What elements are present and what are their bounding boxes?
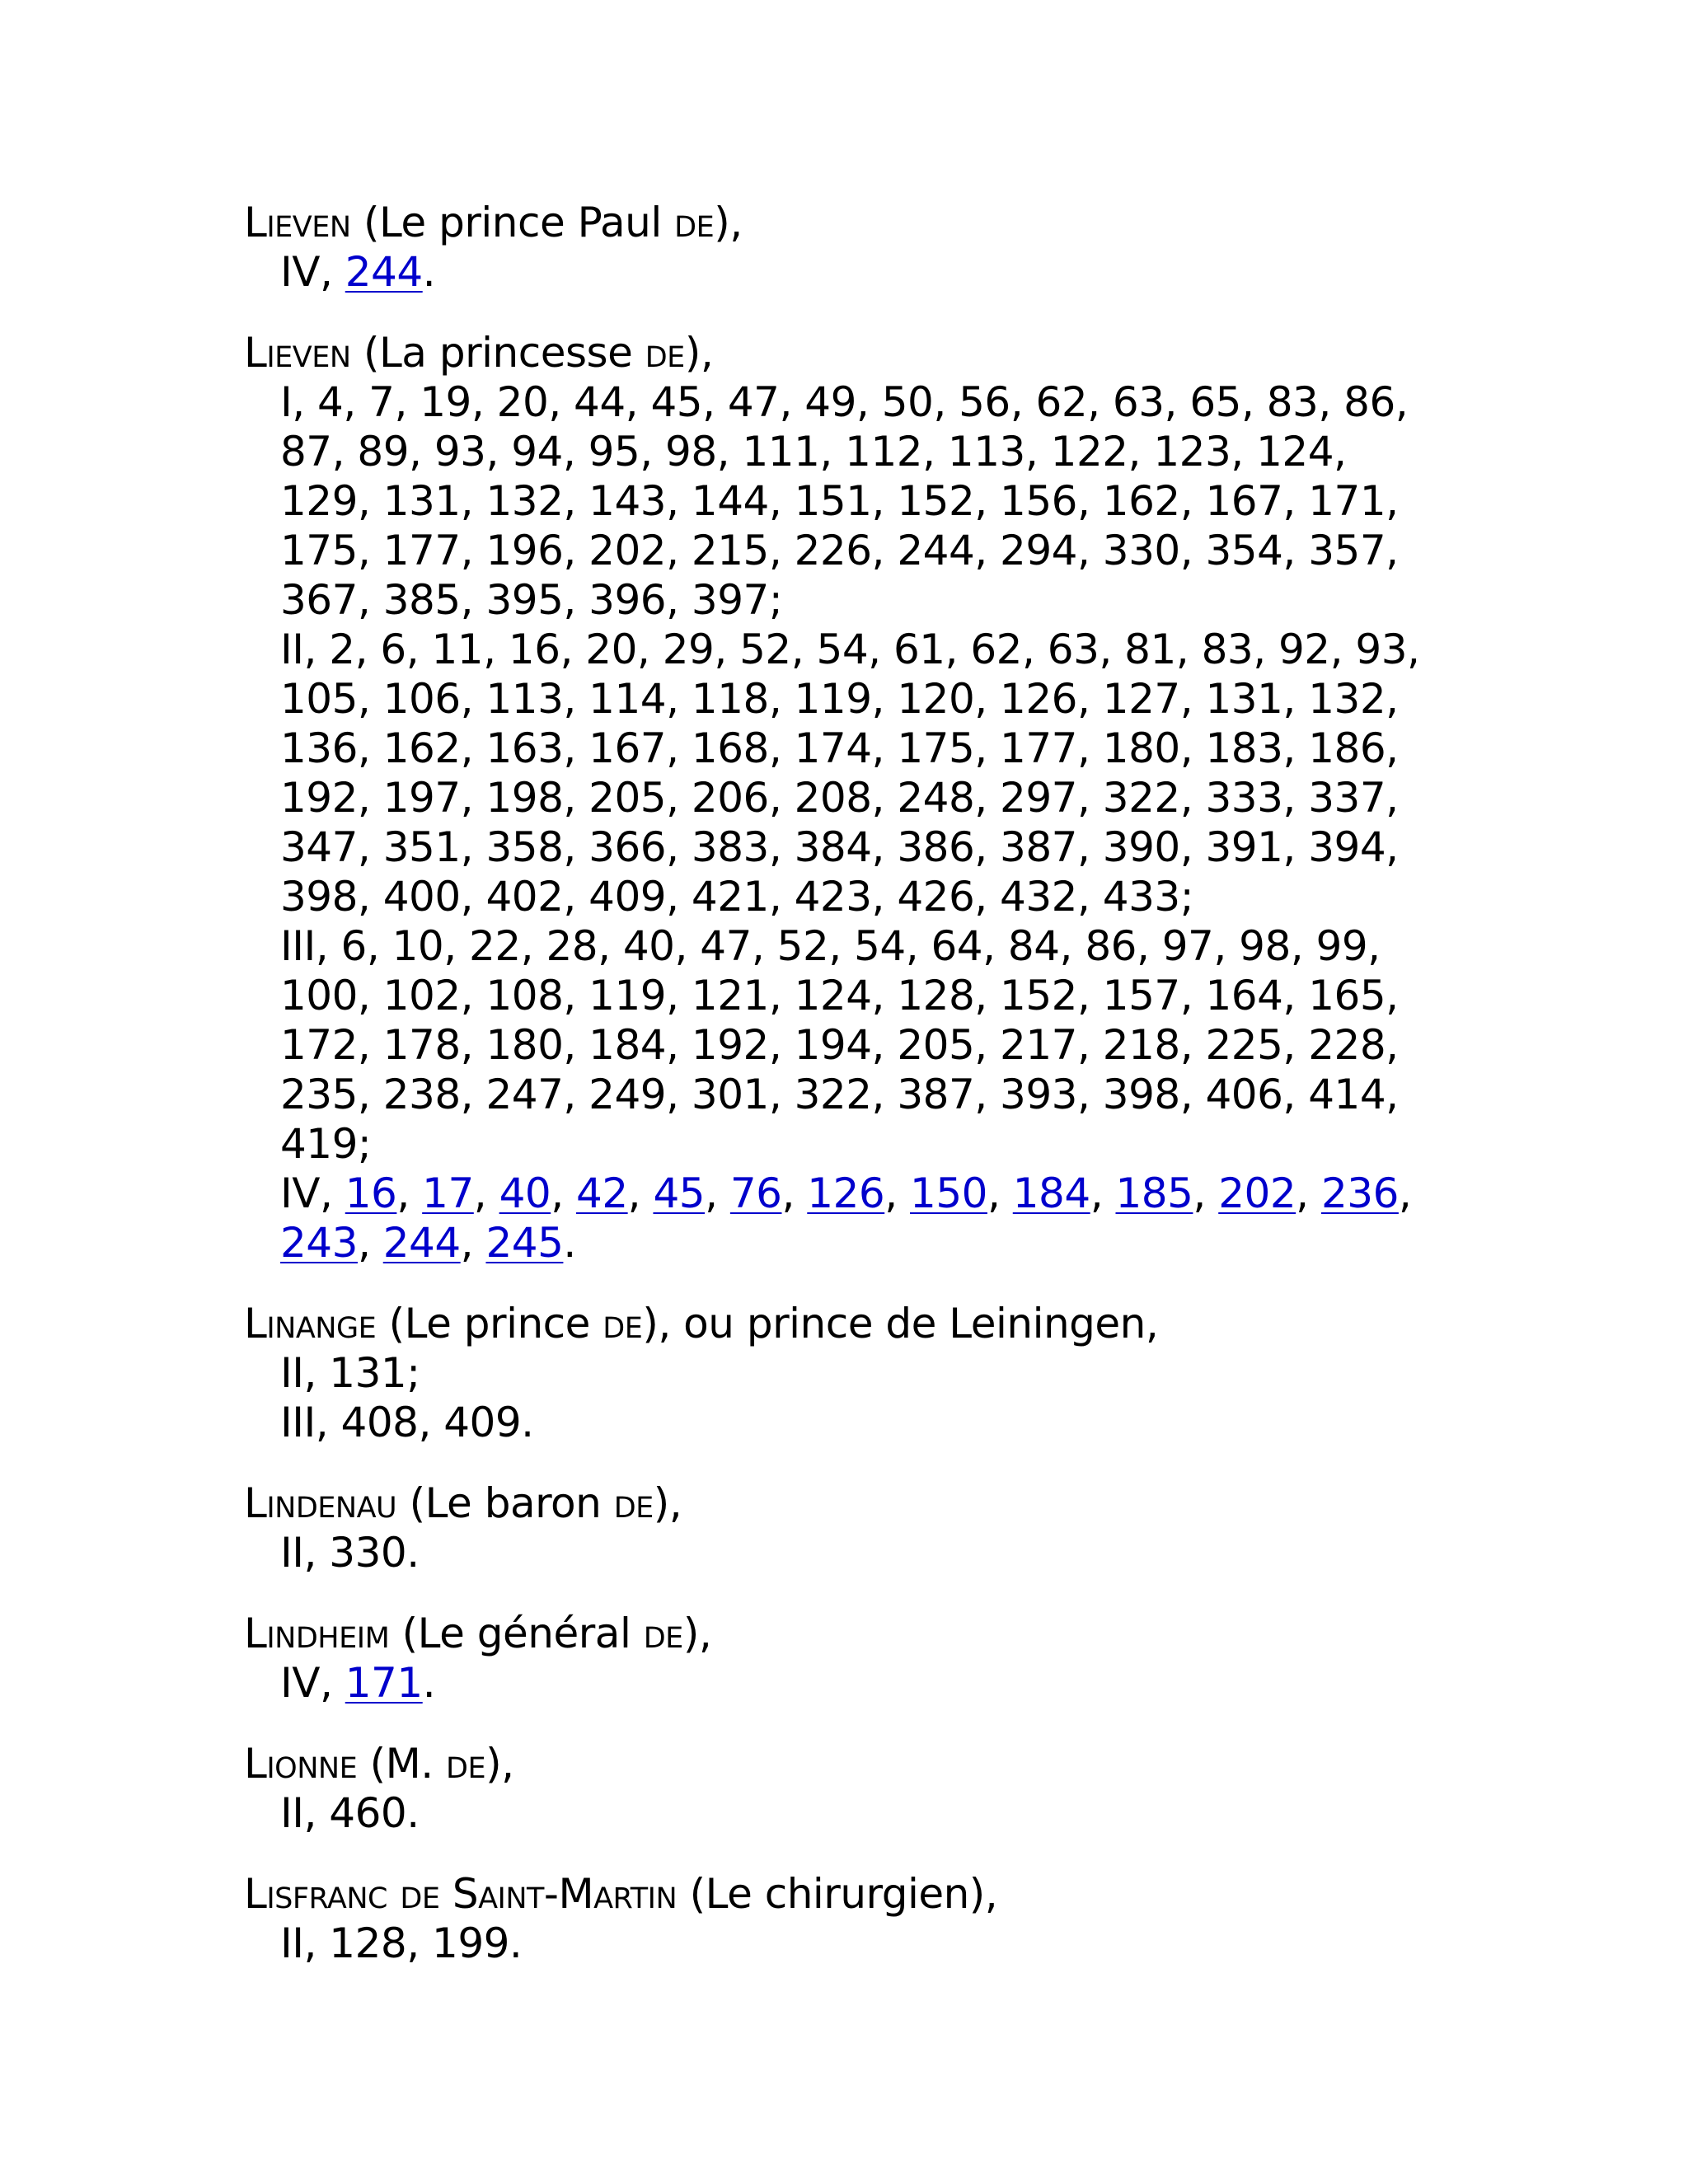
index-entry — [244, 1739, 1447, 1838]
page-link[interactable]: 202 — [1218, 1169, 1296, 1217]
index-entry — [244, 1299, 1447, 1447]
volume-references: I, 4, 7, 19, 20, 44, 45, 47, 49, 50, 56, 62, 63, 65, 83, 86, 87, 89, 93, 94, 95, 98, 111, 112, 113, 122, 123, 124, 129, 131, 132, 143, 144, 151, 152, 156, 162, 167, 171, 175, 177, 196, 202, 215, 226, 244, 294, 330, 354, 357, 367, 385, 395, 396, 397; — [280, 378, 1409, 624]
page-link[interactable]: 40 — [499, 1169, 551, 1217]
page-link[interactable]: 45 — [653, 1169, 706, 1217]
page-link[interactable]: 185 — [1115, 1169, 1193, 1217]
entry-qualifier: (Le baron — [396, 1479, 614, 1527]
entry-particle: de — [645, 329, 685, 377]
page-link[interactable]: 243 — [280, 1219, 358, 1267]
index-page — [244, 198, 1447, 1968]
entry-heading — [244, 1299, 1447, 1348]
entry-name: Lieven — [244, 329, 351, 377]
entry-particle: de — [446, 1740, 486, 1788]
entry-particle: de — [613, 1479, 654, 1527]
volume-references: II, 330. — [280, 1529, 420, 1577]
entry-name: Lindenau — [244, 1479, 397, 1527]
page-link[interactable]: 171 — [345, 1659, 423, 1707]
volume-references: III, 408, 409. — [280, 1399, 534, 1446]
entry-heading — [244, 1609, 1447, 1658]
entry-heading — [244, 328, 1447, 377]
entry-qualifier-end: ), — [714, 199, 743, 246]
volume-references: II, 128, 199. — [280, 1919, 523, 1967]
entry-qualifier: (Le général — [389, 1610, 644, 1657]
page-link[interactable]: 42 — [576, 1169, 628, 1217]
line-end: . — [422, 248, 436, 296]
entry-qualifier: (Le prince Paul — [350, 199, 675, 246]
entry-name: Lindheim — [244, 1610, 390, 1657]
index-entry — [244, 328, 1447, 1268]
volume-references: III, 6, 10, 22, 28, 40, 47, 52, 54, 64, 84, 86, 97, 98, 99, 100, 102, 108, 119, 121, 124, 128, 152, 157, 164, 165, 172, 178, 180, 184, 192, 194, 205, 217, 218, 225, 228, 235, 238, 247, 249, 301, 322, 387, 393, 398, 406, 414, 419; — [280, 922, 1399, 1168]
entry-qualifier-end: ), — [485, 1740, 514, 1788]
page-link[interactable]: 184 — [1012, 1169, 1090, 1217]
entry-name: Lisfranc de Saint-Martin — [244, 1870, 678, 1918]
page-link[interactable]: 150 — [910, 1169, 987, 1217]
page-link[interactable]: 76 — [729, 1169, 782, 1217]
entry-qualifier-end: ), — [684, 329, 714, 377]
entry-qualifier-end: ), — [653, 1479, 682, 1527]
entry-heading — [244, 1479, 1447, 1528]
volume-references: II, 131; — [280, 1349, 420, 1397]
page-link[interactable]: 17 — [422, 1169, 474, 1217]
entry-heading — [244, 198, 1447, 247]
entry-qualifier: (Le chirurgien), — [677, 1870, 998, 1918]
line-end: . — [563, 1219, 576, 1267]
page-link[interactable]: 245 — [485, 1219, 564, 1267]
entry-qualifier-end: ), — [682, 1610, 712, 1657]
index-entry — [244, 1869, 1447, 1968]
page-link[interactable]: 126 — [807, 1169, 885, 1217]
volume-references — [244, 247, 1447, 297]
index-entry — [244, 1609, 1447, 1708]
entry-qualifier: (M. — [357, 1740, 447, 1788]
volume-references: IV, 16, 17, 40, 42, 45, 76, 126, 150, 184, 185, 202, 236, 243, 244, 245. — [280, 1169, 1412, 1267]
line-end: . — [422, 1659, 436, 1707]
entry-name: Linange — [244, 1300, 377, 1347]
page-link[interactable]: 16 — [345, 1169, 397, 1217]
entry-heading — [244, 1739, 1447, 1788]
entry-qualifier-end: ), ou prince de Leiningen, — [642, 1300, 1159, 1347]
page-link[interactable]: 244 — [382, 1219, 461, 1267]
volume-label: IV, — [280, 1659, 345, 1707]
entry-qualifier: (La princesse — [350, 329, 645, 377]
entry-particle: de — [674, 199, 715, 246]
volume-references: II, 2, 6, 11, 16, 20, 29, 52, 54, 61, 62, 63, 81, 83, 92, 93, 105, 106, 113, 114, 118, 119, 120, 126, 127, 131, 132, 136, 162, 163, 167, 168, 174, 175, 177, 180, 183, 186, 192, 197, 198, 205, 206, 208, 248, 297, 322, 333, 337, 347, 351, 358, 366, 383, 384, 386, 387, 390, 391, 394, 398, 400, 402, 409, 421, 423, 426, 432, 433; — [280, 626, 1420, 921]
volume-label: IV, — [280, 248, 345, 296]
entry-heading — [244, 1869, 1447, 1919]
entry-name: Lionne — [244, 1740, 358, 1788]
entry-name: Lieven — [244, 199, 351, 246]
volume-label: IV, — [280, 1169, 345, 1217]
index-entry — [244, 1479, 1447, 1577]
volume-references — [244, 1658, 1447, 1708]
index-entry — [244, 198, 1447, 297]
entry-particle: de — [603, 1300, 643, 1347]
entry-qualifier: (Le prince — [376, 1300, 603, 1347]
volume-references: II, 460. — [280, 1789, 420, 1837]
page-link[interactable]: 244 — [345, 248, 423, 296]
entry-particle: de — [643, 1610, 683, 1657]
page-link[interactable]: 236 — [1320, 1169, 1399, 1217]
